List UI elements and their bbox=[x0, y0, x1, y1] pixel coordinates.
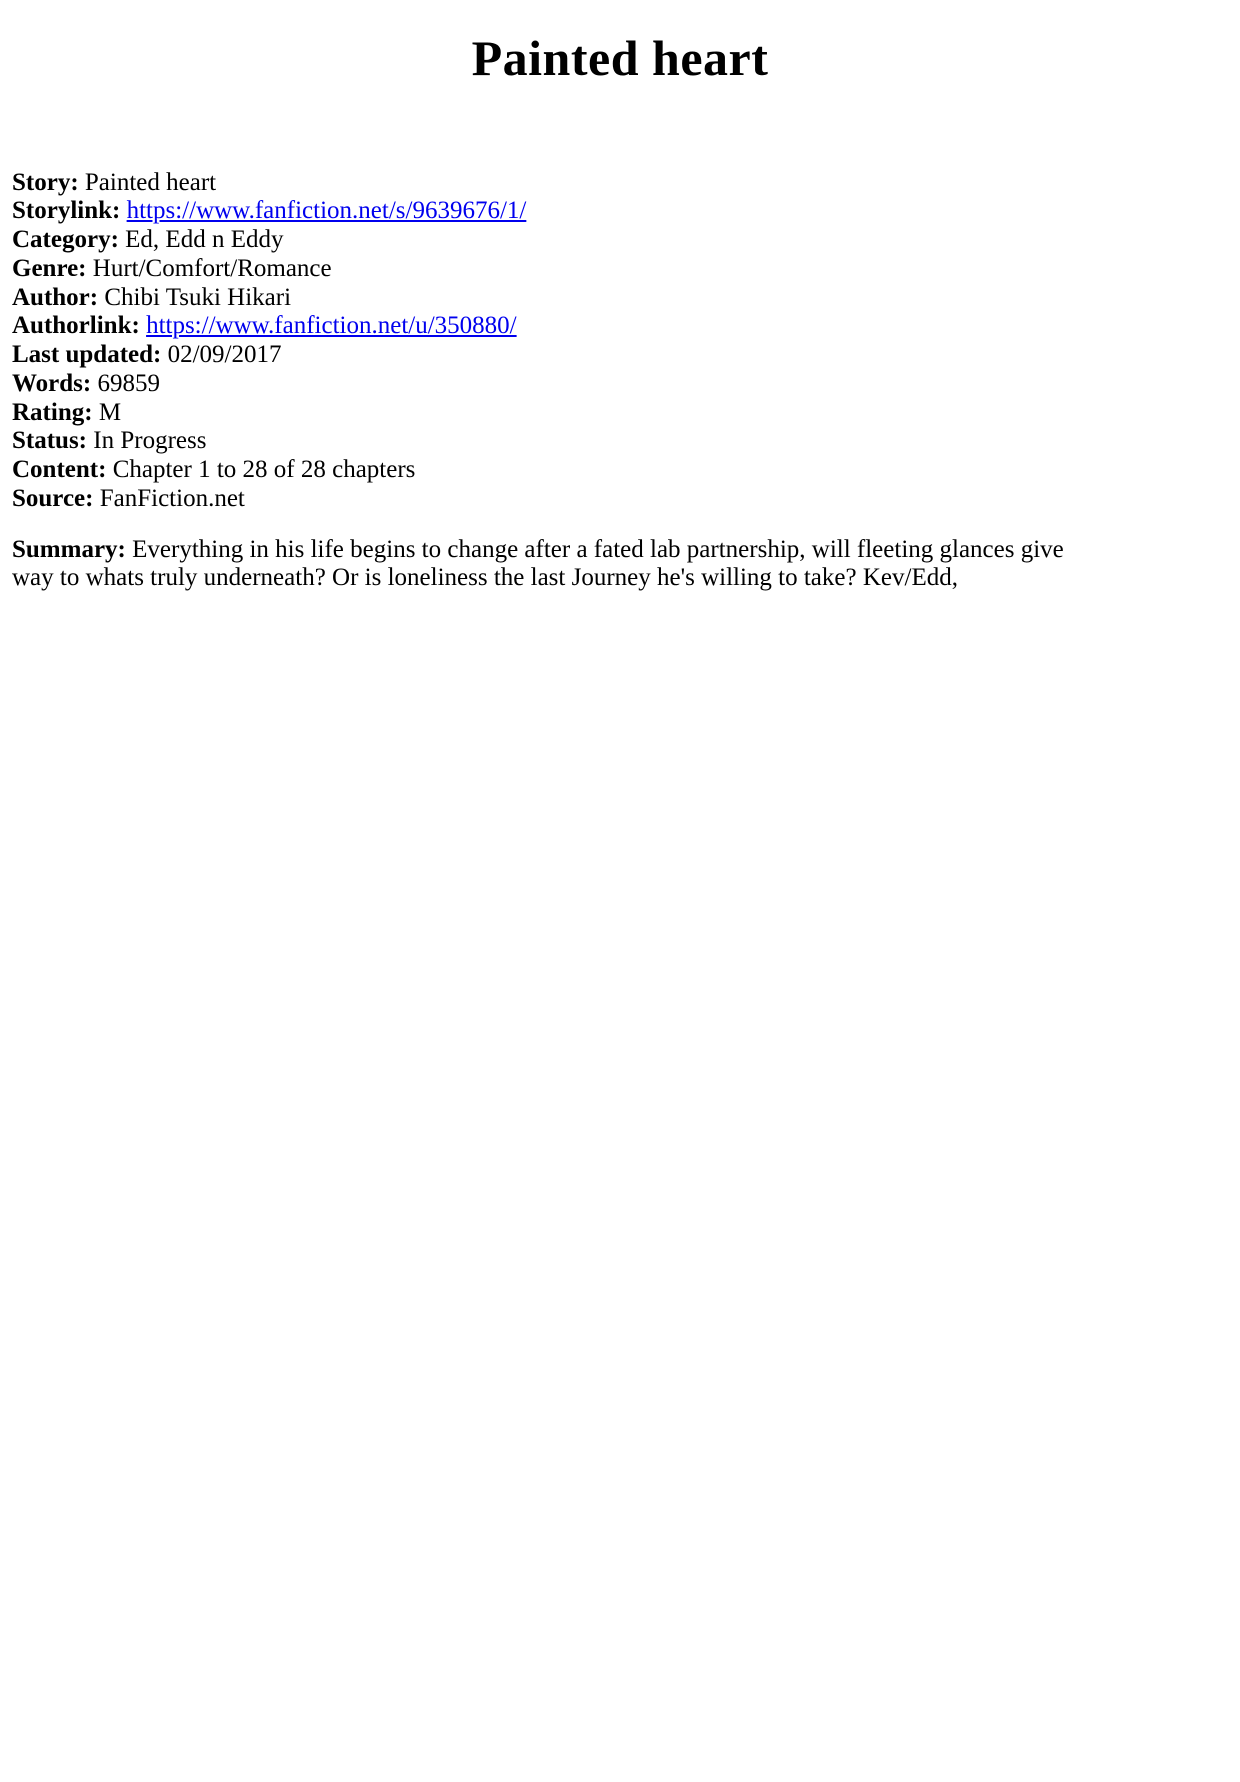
meta-label-author: Author: bbox=[12, 283, 99, 311]
meta-label-content: Content: bbox=[12, 456, 107, 483]
meta-row-story bbox=[12, 169, 1228, 198]
meta-label-category: Category: bbox=[12, 226, 119, 253]
meta-label-genre: Genre: bbox=[12, 254, 87, 282]
meta-value-last-updated: 02/09/2017 bbox=[167, 341, 282, 368]
authorlink-url[interactable]: https://www.fanfiction.net/u/350880/ bbox=[146, 312, 517, 340]
meta-row-category bbox=[12, 226, 1228, 255]
meta-value-rating: M bbox=[98, 398, 122, 426]
meta-row-words bbox=[12, 370, 1228, 399]
meta-value-category: Ed, Edd n Eddy bbox=[125, 226, 284, 253]
storylink-url[interactable]: https://www.fanfiction.net/s/9639676/1/ bbox=[126, 197, 527, 225]
meta-row-last-updated bbox=[12, 341, 1228, 370]
meta-row-genre bbox=[12, 255, 1228, 284]
meta-label-words: Words: bbox=[12, 369, 92, 397]
document-page bbox=[0, 30, 1240, 1782]
meta-row-authorlink bbox=[12, 312, 1228, 341]
meta-label-storylink: Storylink: bbox=[12, 197, 121, 225]
meta-row-author bbox=[12, 284, 1228, 313]
meta-value-source: FanFiction.net bbox=[99, 484, 245, 512]
meta-label-last-updated: Last updated: bbox=[12, 341, 162, 368]
meta-row-source bbox=[12, 485, 1228, 514]
summary-label: Summary: bbox=[12, 535, 126, 563]
meta-row-rating bbox=[12, 399, 1228, 428]
meta-value-words: 69859 bbox=[97, 369, 160, 397]
meta-row-storylink bbox=[12, 197, 1228, 226]
meta-value-genre: Hurt/Comfort/Romance bbox=[92, 254, 332, 282]
meta-label-rating: Rating: bbox=[12, 398, 93, 426]
summary-paragraph bbox=[12, 536, 1097, 594]
meta-row-content bbox=[12, 456, 1228, 485]
meta-label-authorlink: Authorlink: bbox=[12, 312, 140, 340]
meta-label-story: Story: bbox=[12, 168, 79, 196]
summary-text: Everything in his life begins to change after a fated lab partnership, will fleeting glances give way to whats truly underneath? Or is loneliness the last Journey he's willing to take? Kev/Edd, bbox=[12, 535, 1064, 592]
meta-value-story: Painted heart bbox=[84, 168, 217, 196]
meta-label-status: Status: bbox=[12, 427, 88, 455]
meta-value-status: In Progress bbox=[93, 427, 207, 455]
meta-value-content: Chapter 1 to 28 of 28 chapters bbox=[112, 456, 416, 483]
meta-value-author: Chibi Tsuki Hikari bbox=[104, 283, 292, 311]
metadata-block bbox=[12, 169, 1228, 514]
meta-label-source: Source: bbox=[12, 484, 94, 512]
page-title: Painted heart bbox=[471, 30, 769, 86]
meta-row-status bbox=[12, 427, 1228, 456]
